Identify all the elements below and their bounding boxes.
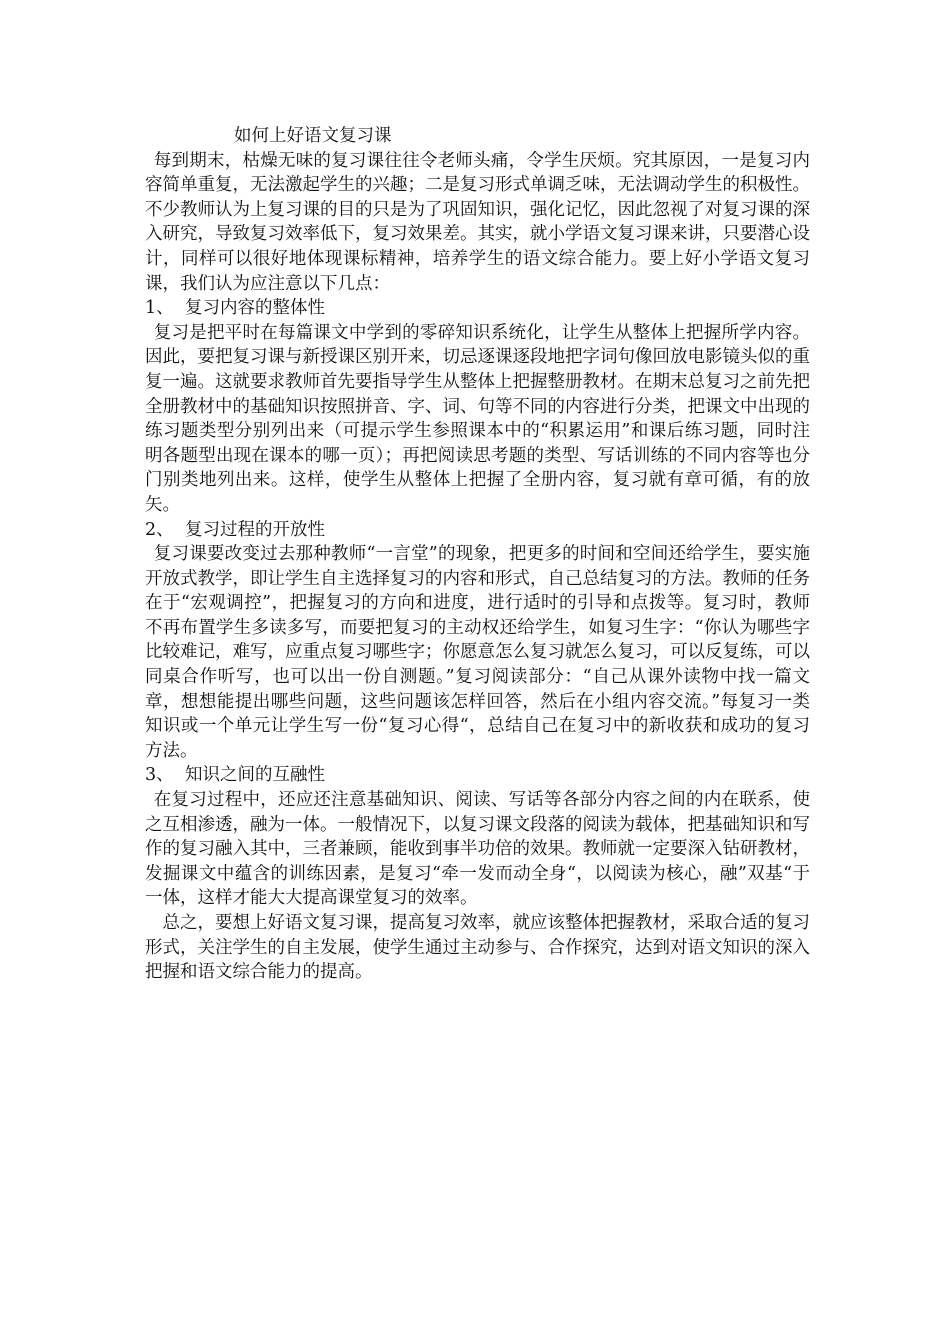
section-number: 3、 [145,765,174,786]
section-heading-3 [145,763,810,788]
section-body-2: 复习课要改变过去那种教师“一言堂”的现象，把更多的时间和空间还给学生，要实施开放式教学，即让学生自主选择复习的内容和形式，自己总结复习的方法。教师的任务在于“宏观调控”，把握复习的方向和进度，进行适时的引导和点拨等。复习时，教师不再布置学生多读多写，而要把复习的主动权还给学生，如复习生字：“你认为哪些字比较难记，难写，应重点复习哪些字；你愿意怎么复习就怎么复习，可以反复练，可以同桌合作听写，也可以出一份自测题。”复习阅读部分：“自己从课外读物中找一篇文章，想想能提出哪些问题，这些问题该怎样回答，然后在小组内容交流。”每复习一类知识或一个单元让学生写一份“复习心得“，总结自己在复习中的新收获和成功的复习方法。 [145,544,810,761]
section-heading-text: 复习过程的开放性 [185,519,325,540]
section-heading-2 [145,518,810,543]
section-body-3: 在复习过程中，还应还注意基础知识、阅读、写话等各部分内容之间的内在联系，使之互相渗透，融为一体。一般情况下，以复习课文段落的阅读为载体，把基础知识和写作的复习融入其中，三者兼顾，能收到事半功倍的效果。教师就一定要深入钻研教材，发掘课文中蕴含的训练因素，是复习“牵一发而动全身“，以阅读为核心，融”双基“于一体，这样才能大大提高课堂复习的效率。 [145,790,810,909]
section-number: 1、 [145,298,174,319]
document-page [145,124,810,985]
document-title: 如何上好语文复习课 [234,126,392,146]
section-body-1: 复习是把平时在每篇课文中学到的零碎知识系统化，让学生从整体上把握所学内容。因此，要把复习课与新授课区别开来，切忌逐课逐段地把字词句像回放电影镜头似的重复一遍。这就要求教师首先要指导学生从整体上把握整册教材。在期末总复习之前先把全册教材中的基础知识按照拼音、字、词、句等不同的内容进行分类，把课文中出现的练习题类型分别列出来（可提示学生参照课本中的“积累运用”和课后练习题，同时注明各题型出现在课本的哪一页）；再把阅读思考题的类型、写话训练的不同内容等也分门别类地列出来。这样，使学生从整体上把握了全册内容，复习就有章可循，有的放矢。 [145,322,810,515]
section-heading-text: 复习内容的整体性 [185,298,325,319]
intro-paragraph: 每到期末，枯燥无味的复习课往往令老师头痛，令学生厌烦。究其原因，一是复习内容简单重复，无法激起学生的兴趣；二是复习形式单调乏味，无法调动学生的积极性。不少教师认为上复习课的目的只是为了巩固知识，强化记忆，因此忽视了对复习课的深入研究，导致复习效率低下，复习效果差。其实，就小学语文复习课来讲，只要潜心设计，同样可以很好地体现课标精神，培养学生的语文综合能力。要上好小学语文复习课，我们认为应注意以下几点： [145,150,810,294]
conclusion-paragraph: 总之，要想上好语文复习课，提高复习效率，就应该整体把握教材，采取合适的复习形式，关注学生的自主发展，使学生通过主动参与、合作探究，达到对语文知识的深入把握和语文综合能力的提高。 [145,913,810,983]
section-number: 2、 [145,519,174,540]
section-heading-text: 知识之间的互融性 [185,765,325,786]
section-heading-1 [145,296,810,321]
